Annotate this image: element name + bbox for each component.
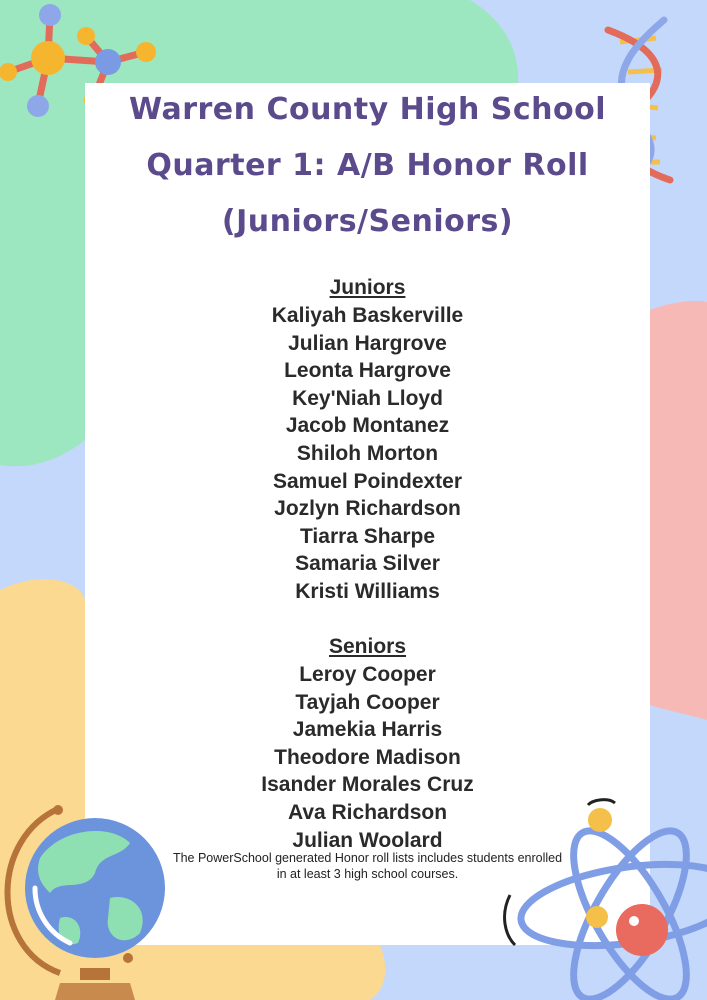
juniors-section [85,274,650,606]
juniors-list [85,302,650,606]
list-item: Kristi Williams [295,579,440,603]
footnote-line-2: in at least 3 high school courses. [276,867,459,881]
list-item: Kaliyah Baskerville [271,304,464,327]
list-item: Isander Morales Cruz [261,773,474,797]
list-item: Shiloh Morton [296,441,439,465]
list-item: Samaria Silver [295,552,440,576]
seniors-heading: Seniors [328,635,407,658]
honor-roll-title: Quarter 1: A/B Honor Roll [146,148,589,183]
list-item: Leonta Hargrove [284,359,451,383]
pink-blob [650,301,707,720]
list-item: Tayjah Cooper [295,690,440,714]
list-item: Ava Richardson [287,800,448,824]
list-item: Julian Hargrove [288,331,447,355]
list-item: Julian Woolard [292,828,443,852]
list-item: Jozlyn Richardson [274,497,461,521]
atom-icon [500,795,707,1000]
list-item: Leroy Cooper [299,663,436,686]
grade-subtitle: (Juniors/Seniors) [221,204,514,239]
list-item: Jamekia Harris [292,718,443,742]
footnote-line-1: The PowerSchool generated Honor roll lists includes students enrolled [172,851,563,865]
list-item: Samuel Poindexter [272,469,463,493]
globe-icon [0,798,180,1000]
list-item: Key'Niah Lloyd [292,386,443,410]
juniors-heading: Juniors [329,276,406,299]
list-item: Tiarra Sharpe [299,524,435,548]
list-item: Theodore Madison [274,745,461,769]
list-item: Jacob Montanez [285,414,450,438]
school-title: Warren County High School [128,92,607,127]
